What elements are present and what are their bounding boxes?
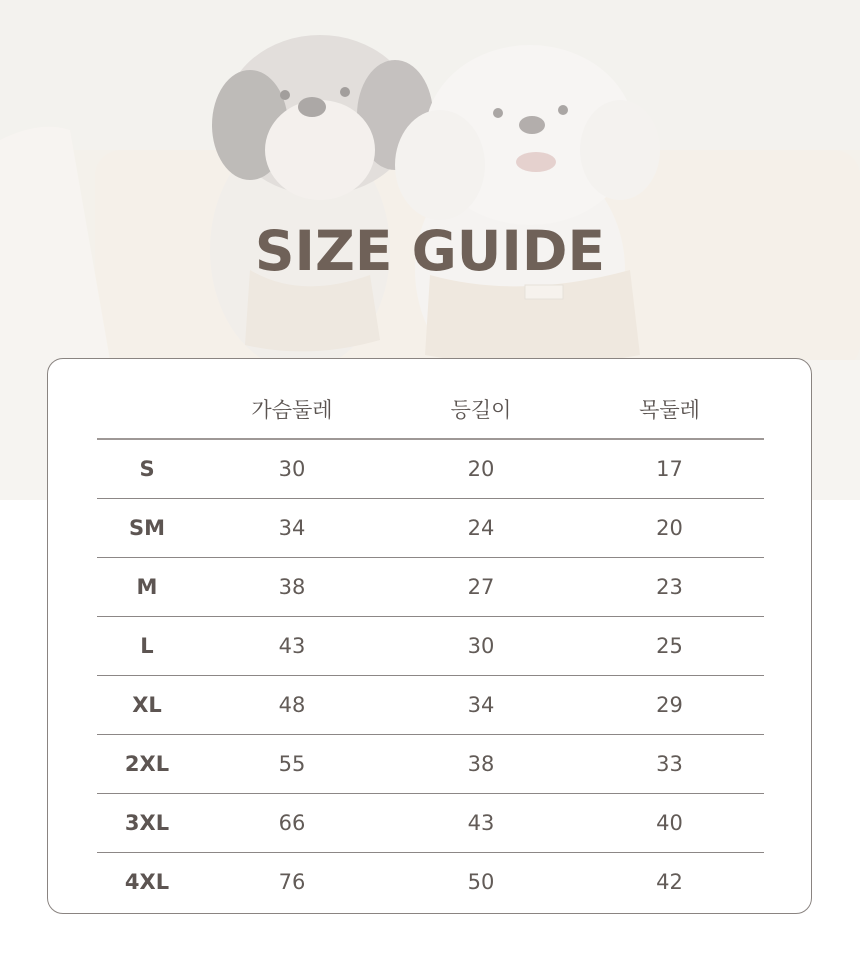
table-row	[97, 617, 764, 676]
neck-value: 33	[575, 735, 764, 794]
neck-value: 23	[575, 558, 764, 617]
size-label: 3XL	[97, 794, 197, 853]
table-row	[97, 794, 764, 853]
table-row	[97, 439, 764, 499]
table-row	[97, 499, 764, 558]
neck-value: 17	[575, 439, 764, 499]
size-label: SM	[97, 499, 197, 558]
table-row	[97, 558, 764, 617]
size-table	[97, 379, 764, 911]
size-label: 2XL	[97, 735, 197, 794]
header-chest: 가슴둘레	[197, 379, 387, 439]
back-length-value: 30	[387, 617, 575, 676]
neck-value: 25	[575, 617, 764, 676]
chest-value: 43	[197, 617, 387, 676]
chest-value: 55	[197, 735, 387, 794]
neck-value: 20	[575, 499, 764, 558]
table-row	[97, 853, 764, 912]
size-label: L	[97, 617, 197, 676]
neck-value: 40	[575, 794, 764, 853]
header-back-length: 등길이	[387, 379, 575, 439]
chest-value: 30	[197, 439, 387, 499]
neck-value: 42	[656, 870, 683, 894]
size-label: 4XL	[124, 870, 170, 894]
back-length-value: 50	[467, 870, 495, 894]
back-length-value: 24	[387, 499, 575, 558]
neck-value: 29	[575, 676, 764, 735]
back-length-value: 34	[387, 676, 575, 735]
header-neck: 목둘레	[575, 379, 764, 439]
size-label: M	[97, 558, 197, 617]
size-label: S	[97, 439, 197, 499]
header-size	[97, 379, 197, 439]
table-row	[97, 735, 764, 794]
back-length-value: 27	[387, 558, 575, 617]
chest-value: 76	[278, 870, 306, 894]
back-length-value: 38	[387, 735, 575, 794]
size-label: XL	[97, 676, 197, 735]
back-length-value: 20	[387, 439, 575, 499]
table-row	[97, 676, 764, 735]
table-header-row	[97, 379, 764, 439]
chest-value: 48	[197, 676, 387, 735]
chest-value: 34	[197, 499, 387, 558]
page-title: SIZE GUIDE	[254, 219, 606, 283]
chest-value: 66	[197, 794, 387, 853]
size-table-card	[47, 358, 812, 914]
chest-value: 38	[197, 558, 387, 617]
back-length-value: 43	[387, 794, 575, 853]
